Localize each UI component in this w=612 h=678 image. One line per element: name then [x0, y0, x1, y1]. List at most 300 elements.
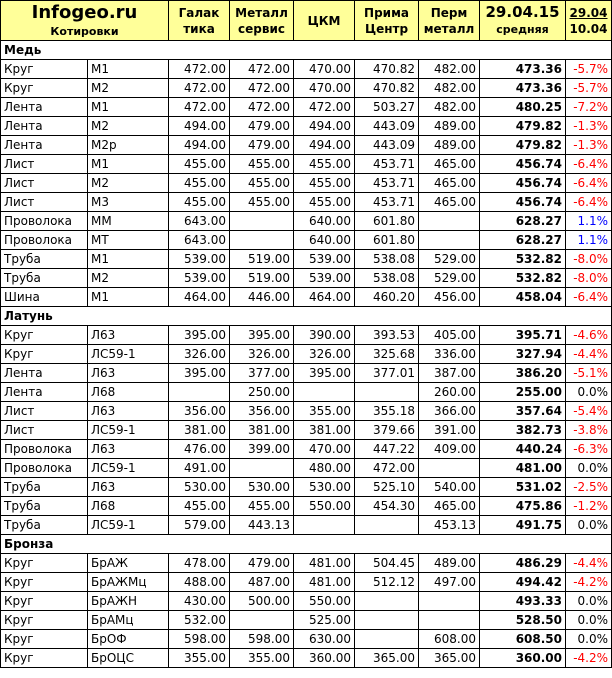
price-cell-perm-metall: 456.00 — [419, 288, 480, 307]
product-name-cell: Круг — [1, 611, 88, 630]
grade-cell: БрАМц — [88, 611, 169, 630]
average-price-cell: 456.74 — [480, 174, 566, 193]
price-cell-tskm: 470.00 — [294, 60, 355, 79]
price-cell-perm-metall: 391.00 — [419, 421, 480, 440]
change-cell: 0.0% — [566, 516, 612, 535]
average-price-cell: 458.04 — [480, 288, 566, 307]
change-cell: -3.8% — [566, 421, 612, 440]
average-price-cell: 494.42 — [480, 573, 566, 592]
grade-cell: М2р — [88, 136, 169, 155]
price-cell-tskm: 455.00 — [294, 193, 355, 212]
change-cell: -6.3% — [566, 440, 612, 459]
table-row — [1, 554, 612, 573]
price-cell-galaktika: 478.00 — [169, 554, 230, 573]
product-name-cell: Труба — [1, 478, 88, 497]
product-name-cell: Круг — [1, 79, 88, 98]
table-row — [1, 592, 612, 611]
price-cell-galaktika: 598.00 — [169, 630, 230, 649]
average-price-cell: 386.20 — [480, 364, 566, 383]
price-cell-tskm: 472.00 — [294, 98, 355, 117]
grade-cell: Л63 — [88, 326, 169, 345]
product-name-cell: Круг — [1, 592, 88, 611]
site-header-cell — [1, 1, 169, 41]
table-row — [1, 345, 612, 364]
change-cell: -8.0% — [566, 250, 612, 269]
price-cell-metallservis: 381.00 — [230, 421, 294, 440]
change-cell: -5.7% — [566, 79, 612, 98]
price-cell-perm-metall: 497.00 — [419, 573, 480, 592]
average-price-cell: 608.50 — [480, 630, 566, 649]
price-cell-perm-metall: 366.00 — [419, 402, 480, 421]
price-cell-perm-metall: 465.00 — [419, 497, 480, 516]
change-cell: -1.2% — [566, 497, 612, 516]
col-header-average: 29.04.15 средняя — [480, 1, 566, 41]
price-cell-galaktika: 491.00 — [169, 459, 230, 478]
price-cell-metallservis — [230, 231, 294, 250]
price-cell-perm-metall: 489.00 — [419, 136, 480, 155]
price-cell-prima-centr: 538.08 — [355, 250, 419, 269]
price-cell-tskm: 630.00 — [294, 630, 355, 649]
grade-cell: М1 — [88, 288, 169, 307]
table-row — [1, 478, 612, 497]
price-cell-metallservis: 399.00 — [230, 440, 294, 459]
col-header-change: 29.04 10.04 — [566, 1, 612, 41]
product-name-cell: Лист — [1, 174, 88, 193]
price-cell-perm-metall: 409.00 — [419, 440, 480, 459]
price-cell-galaktika: 488.00 — [169, 573, 230, 592]
grade-cell: М1 — [88, 250, 169, 269]
average-price-cell: 327.94 — [480, 345, 566, 364]
price-cell-galaktika — [169, 383, 230, 402]
price-cell-tskm: 481.00 — [294, 573, 355, 592]
price-cell-galaktika: 455.00 — [169, 497, 230, 516]
average-price-cell: 456.74 — [480, 193, 566, 212]
product-name-cell: Лента — [1, 98, 88, 117]
price-cell-galaktika: 579.00 — [169, 516, 230, 535]
price-cell-tskm: 550.00 — [294, 497, 355, 516]
price-cell-galaktika: 532.00 — [169, 611, 230, 630]
product-name-cell: Труба — [1, 516, 88, 535]
price-cell-perm-metall — [419, 459, 480, 478]
price-cell-tskm: 494.00 — [294, 136, 355, 155]
table-row — [1, 611, 612, 630]
grade-cell: Л63 — [88, 364, 169, 383]
price-cell-metallservis: 479.00 — [230, 117, 294, 136]
price-cell-tskm: 550.00 — [294, 592, 355, 611]
grade-cell: Л63 — [88, 478, 169, 497]
product-name-cell: Круг — [1, 345, 88, 364]
average-price-cell: 628.27 — [480, 231, 566, 250]
grade-cell: М3 — [88, 193, 169, 212]
change-cell: -1.3% — [566, 117, 612, 136]
price-cell-perm-metall: 529.00 — [419, 269, 480, 288]
price-cell-galaktika: 530.00 — [169, 478, 230, 497]
col-header-tskm: ЦКМ — [294, 1, 355, 41]
price-cell-metallservis: 479.00 — [230, 136, 294, 155]
average-price-cell: 357.64 — [480, 402, 566, 421]
price-cell-prima-centr: 460.20 — [355, 288, 419, 307]
grade-cell: М2 — [88, 79, 169, 98]
col-header-galaktika: Галак тика — [169, 1, 230, 41]
average-price-cell: 481.00 — [480, 459, 566, 478]
price-cell-galaktika: 430.00 — [169, 592, 230, 611]
price-cell-tskm: 539.00 — [294, 269, 355, 288]
price-cell-prima-centr: 538.08 — [355, 269, 419, 288]
price-cell-metallservis — [230, 212, 294, 231]
table-row — [1, 421, 612, 440]
table-row — [1, 383, 612, 402]
product-name-cell: Шина — [1, 288, 88, 307]
price-cell-perm-metall — [419, 611, 480, 630]
price-cell-metallservis: 530.00 — [230, 478, 294, 497]
change-cell: -5.4% — [566, 402, 612, 421]
price-cell-tskm: 530.00 — [294, 478, 355, 497]
product-name-cell: Лист — [1, 421, 88, 440]
price-cell-metallservis: 472.00 — [230, 98, 294, 117]
price-cell-prima-centr: 355.18 — [355, 402, 419, 421]
price-cell-tskm: 494.00 — [294, 117, 355, 136]
price-cell-tskm — [294, 383, 355, 402]
price-cell-tskm: 360.00 — [294, 649, 355, 668]
price-cell-metallservis: 472.00 — [230, 60, 294, 79]
change-cell: 0.0% — [566, 630, 612, 649]
price-cell-metallservis — [230, 611, 294, 630]
table-row — [1, 231, 612, 250]
price-cell-tskm: 481.00 — [294, 554, 355, 573]
grade-cell: М1 — [88, 60, 169, 79]
price-cell-prima-centr — [355, 611, 419, 630]
price-cell-tskm: 326.00 — [294, 345, 355, 364]
average-price-cell: 360.00 — [480, 649, 566, 668]
price-cell-prima-centr: 365.00 — [355, 649, 419, 668]
average-price-cell: 382.73 — [480, 421, 566, 440]
product-name-cell: Круг — [1, 326, 88, 345]
change-cell: 1.1% — [566, 212, 612, 231]
section-title: Бронза — [1, 535, 612, 554]
table-row — [1, 79, 612, 98]
price-cell-metallservis: 455.00 — [230, 174, 294, 193]
col-header-perm-metall: Перм металл — [419, 1, 480, 41]
price-cell-metallservis: 455.00 — [230, 155, 294, 174]
price-cell-perm-metall — [419, 231, 480, 250]
product-name-cell: Проволока — [1, 459, 88, 478]
price-cell-metallservis: 443.13 — [230, 516, 294, 535]
table-row — [1, 497, 612, 516]
price-cell-metallservis: 598.00 — [230, 630, 294, 649]
price-cell-metallservis: 377.00 — [230, 364, 294, 383]
price-cell-perm-metall: 608.00 — [419, 630, 480, 649]
average-price-cell: 531.02 — [480, 478, 566, 497]
price-cell-tskm: 455.00 — [294, 155, 355, 174]
price-cell-perm-metall: 365.00 — [419, 649, 480, 668]
change-cell: -4.4% — [566, 345, 612, 364]
price-cell-prima-centr: 447.22 — [355, 440, 419, 459]
product-name-cell: Круг — [1, 630, 88, 649]
price-cell-prima-centr: 443.09 — [355, 117, 419, 136]
table-row — [1, 60, 612, 79]
section-title: Латунь — [1, 307, 612, 326]
price-cell-perm-metall: 489.00 — [419, 554, 480, 573]
price-cell-perm-metall: 482.00 — [419, 79, 480, 98]
grade-cell: М2 — [88, 269, 169, 288]
price-cell-perm-metall: 465.00 — [419, 174, 480, 193]
product-name-cell: Труба — [1, 497, 88, 516]
price-cell-prima-centr — [355, 630, 419, 649]
price-cell-galaktika: 355.00 — [169, 649, 230, 668]
price-cell-metallservis: 487.00 — [230, 573, 294, 592]
price-cell-perm-metall: 482.00 — [419, 98, 480, 117]
average-price-cell: 479.82 — [480, 136, 566, 155]
change-cell: -6.4% — [566, 174, 612, 193]
grade-cell: М1 — [88, 155, 169, 174]
grade-cell: МТ — [88, 231, 169, 250]
price-cell-prima-centr — [355, 592, 419, 611]
average-price-cell: 255.00 — [480, 383, 566, 402]
site-name: Infogeo.ru — [31, 2, 138, 23]
grade-cell: М2 — [88, 174, 169, 193]
site-subtitle: Котировки — [50, 25, 119, 38]
price-cell-tskm — [294, 516, 355, 535]
price-cell-prima-centr: 601.80 — [355, 212, 419, 231]
grade-cell: Л63 — [88, 440, 169, 459]
price-cell-galaktika: 356.00 — [169, 402, 230, 421]
average-price-cell: 486.29 — [480, 554, 566, 573]
price-cell-perm-metall: 387.00 — [419, 364, 480, 383]
price-cell-galaktika: 494.00 — [169, 117, 230, 136]
price-cell-perm-metall: 489.00 — [419, 117, 480, 136]
price-cell-prima-centr: 393.53 — [355, 326, 419, 345]
price-cell-galaktika: 643.00 — [169, 231, 230, 250]
price-cell-prima-centr: 454.30 — [355, 497, 419, 516]
grade-cell: БрАЖ — [88, 554, 169, 573]
price-cell-metallservis: 395.00 — [230, 326, 294, 345]
average-price-cell: 493.33 — [480, 592, 566, 611]
price-cell-perm-metall: 540.00 — [419, 478, 480, 497]
price-cell-perm-metall: 482.00 — [419, 60, 480, 79]
price-cell-perm-metall: 336.00 — [419, 345, 480, 364]
average-price-cell: 532.82 — [480, 250, 566, 269]
change-cell: -4.6% — [566, 326, 612, 345]
price-cell-metallservis: 355.00 — [230, 649, 294, 668]
product-name-cell: Круг — [1, 573, 88, 592]
price-cell-tskm: 470.00 — [294, 79, 355, 98]
average-price-cell: 395.71 — [480, 326, 566, 345]
grade-cell: Л68 — [88, 383, 169, 402]
price-cell-perm-metall: 260.00 — [419, 383, 480, 402]
product-name-cell: Круг — [1, 649, 88, 668]
change-cell: -4.2% — [566, 649, 612, 668]
grade-cell: ЛС59-1 — [88, 421, 169, 440]
grade-cell: ММ — [88, 212, 169, 231]
price-cell-perm-metall: 465.00 — [419, 155, 480, 174]
product-name-cell: Лента — [1, 364, 88, 383]
product-name-cell: Проволока — [1, 212, 88, 231]
price-cell-perm-metall — [419, 592, 480, 611]
table-row — [1, 193, 612, 212]
price-cell-prima-centr: 453.71 — [355, 155, 419, 174]
table-row — [1, 269, 612, 288]
product-name-cell: Лист — [1, 155, 88, 174]
grade-cell: БрОЦС — [88, 649, 169, 668]
change-cell: 0.0% — [566, 383, 612, 402]
product-name-cell: Проволока — [1, 440, 88, 459]
price-cell-galaktika: 455.00 — [169, 193, 230, 212]
price-cell-perm-metall: 453.13 — [419, 516, 480, 535]
average-price-cell: 480.25 — [480, 98, 566, 117]
price-cell-metallservis: 472.00 — [230, 79, 294, 98]
grade-cell: БрОФ — [88, 630, 169, 649]
change-cell: -6.4% — [566, 155, 612, 174]
price-cell-galaktika: 539.00 — [169, 250, 230, 269]
change-cell: -5.1% — [566, 364, 612, 383]
price-cell-galaktika: 539.00 — [169, 269, 230, 288]
price-cell-galaktika: 395.00 — [169, 364, 230, 383]
grade-cell: М2 — [88, 117, 169, 136]
product-name-cell: Лента — [1, 383, 88, 402]
change-cell: -1.3% — [566, 136, 612, 155]
price-cell-perm-metall — [419, 212, 480, 231]
price-cell-galaktika: 476.00 — [169, 440, 230, 459]
price-cell-perm-metall: 405.00 — [419, 326, 480, 345]
price-cell-metallservis: 519.00 — [230, 250, 294, 269]
product-name-cell: Круг — [1, 60, 88, 79]
price-cell-metallservis: 250.00 — [230, 383, 294, 402]
table-row — [1, 402, 612, 421]
average-price-cell: 628.27 — [480, 212, 566, 231]
price-cell-tskm: 455.00 — [294, 174, 355, 193]
price-cell-tskm: 355.00 — [294, 402, 355, 421]
product-name-cell: Лента — [1, 117, 88, 136]
price-cell-prima-centr: 379.66 — [355, 421, 419, 440]
grade-cell: М1 — [88, 98, 169, 117]
price-cell-prima-centr: 503.27 — [355, 98, 419, 117]
table-row — [1, 440, 612, 459]
product-name-cell: Проволока — [1, 231, 88, 250]
price-cell-perm-metall: 465.00 — [419, 193, 480, 212]
grade-cell: Л63 — [88, 402, 169, 421]
change-cell: -4.4% — [566, 554, 612, 573]
price-cell-galaktika: 381.00 — [169, 421, 230, 440]
price-cell-prima-centr: 377.01 — [355, 364, 419, 383]
table-row — [1, 136, 612, 155]
product-name-cell: Лента — [1, 136, 88, 155]
price-cell-tskm: 640.00 — [294, 231, 355, 250]
price-cell-prima-centr: 443.09 — [355, 136, 419, 155]
section-row — [1, 41, 612, 60]
price-cell-tskm: 381.00 — [294, 421, 355, 440]
average-price-cell: 528.50 — [480, 611, 566, 630]
price-cell-galaktika: 494.00 — [169, 136, 230, 155]
grade-cell: БрАЖН — [88, 592, 169, 611]
price-cell-galaktika: 472.00 — [169, 60, 230, 79]
change-cell: 0.0% — [566, 592, 612, 611]
price-cell-galaktika: 455.00 — [169, 174, 230, 193]
price-cell-prima-centr: 470.82 — [355, 60, 419, 79]
change-cell: -8.0% — [566, 269, 612, 288]
price-cell-tskm: 470.00 — [294, 440, 355, 459]
change-cell: -6.4% — [566, 288, 612, 307]
price-cell-metallservis: 446.00 — [230, 288, 294, 307]
section-row — [1, 307, 612, 326]
table-row — [1, 98, 612, 117]
price-cell-galaktika: 395.00 — [169, 326, 230, 345]
average-price-cell: 456.74 — [480, 155, 566, 174]
product-name-cell: Труба — [1, 250, 88, 269]
price-cell-galaktika: 464.00 — [169, 288, 230, 307]
table-row — [1, 250, 612, 269]
product-name-cell: Круг — [1, 554, 88, 573]
average-price-cell: 473.36 — [480, 79, 566, 98]
table-row — [1, 516, 612, 535]
table-row — [1, 630, 612, 649]
product-name-cell: Лист — [1, 402, 88, 421]
change-cell: 0.0% — [566, 459, 612, 478]
change-cell: -6.4% — [566, 193, 612, 212]
price-cell-prima-centr: 504.45 — [355, 554, 419, 573]
average-price-cell: 475.86 — [480, 497, 566, 516]
average-price-cell: 479.82 — [480, 117, 566, 136]
product-name-cell: Лист — [1, 193, 88, 212]
table-row — [1, 174, 612, 193]
change-cell: -4.2% — [566, 573, 612, 592]
section-title: Медь — [1, 41, 612, 60]
price-cell-metallservis: 519.00 — [230, 269, 294, 288]
table-body — [1, 41, 612, 668]
price-cell-prima-centr: 470.82 — [355, 79, 419, 98]
price-cell-metallservis: 479.00 — [230, 554, 294, 573]
grade-cell: БрАЖМц — [88, 573, 169, 592]
price-cell-tskm: 525.00 — [294, 611, 355, 630]
table-row — [1, 155, 612, 174]
price-cell-metallservis: 455.00 — [230, 497, 294, 516]
grade-cell: Л68 — [88, 497, 169, 516]
price-cell-metallservis — [230, 459, 294, 478]
grade-cell: ЛС59-1 — [88, 345, 169, 364]
price-cell-prima-centr: 601.80 — [355, 231, 419, 250]
change-cell: -7.2% — [566, 98, 612, 117]
col-header-prima-centr: Прима Центр — [355, 1, 419, 41]
table-row — [1, 459, 612, 478]
price-cell-tskm: 640.00 — [294, 212, 355, 231]
table-row — [1, 288, 612, 307]
price-cell-prima-centr: 512.12 — [355, 573, 419, 592]
price-cell-prima-centr: 325.68 — [355, 345, 419, 364]
price-cell-metallservis: 326.00 — [230, 345, 294, 364]
price-cell-metallservis: 356.00 — [230, 402, 294, 421]
table-row — [1, 573, 612, 592]
table-header — [1, 1, 612, 41]
average-price-cell: 532.82 — [480, 269, 566, 288]
section-row — [1, 535, 612, 554]
price-cell-galaktika: 326.00 — [169, 345, 230, 364]
price-cell-metallservis: 455.00 — [230, 193, 294, 212]
table-row — [1, 212, 612, 231]
price-cell-galaktika: 455.00 — [169, 155, 230, 174]
price-cell-galaktika: 472.00 — [169, 79, 230, 98]
price-cell-metallservis: 500.00 — [230, 592, 294, 611]
price-cell-prima-centr: 472.00 — [355, 459, 419, 478]
col-header-metallservis: Металл сервис — [230, 1, 294, 41]
table-row — [1, 364, 612, 383]
table-row — [1, 649, 612, 668]
table-row — [1, 326, 612, 345]
price-cell-perm-metall: 529.00 — [419, 250, 480, 269]
price-cell-tskm: 464.00 — [294, 288, 355, 307]
price-cell-tskm: 480.00 — [294, 459, 355, 478]
average-price-cell: 491.75 — [480, 516, 566, 535]
product-name-cell: Труба — [1, 269, 88, 288]
price-cell-galaktika: 472.00 — [169, 98, 230, 117]
